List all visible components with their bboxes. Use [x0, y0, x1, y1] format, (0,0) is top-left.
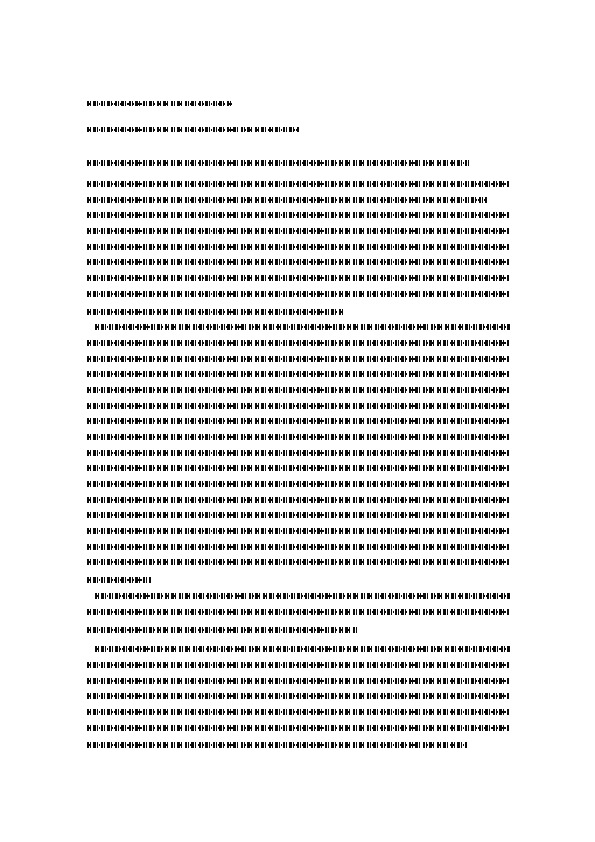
text-line [87, 742, 467, 748]
text-line [87, 497, 510, 503]
text-line [87, 356, 510, 362]
text-line [87, 678, 510, 684]
text-line [87, 434, 510, 440]
text-line [87, 291, 510, 297]
text-line [95, 324, 510, 330]
text-line [87, 181, 510, 187]
text-line [87, 512, 510, 518]
text-line [87, 403, 510, 409]
text-line [87, 627, 357, 633]
text-line [87, 450, 510, 456]
text-line [87, 309, 345, 315]
text-line [87, 371, 510, 377]
text-line [87, 725, 510, 731]
text-line [87, 244, 510, 250]
heading-2 [87, 127, 300, 132]
text-line [87, 387, 510, 393]
text-line [87, 197, 487, 203]
text-line [87, 559, 510, 565]
text-line [87, 418, 510, 424]
text-line [95, 646, 510, 652]
text-line [95, 593, 510, 599]
text-line [87, 481, 510, 487]
text-line [87, 662, 510, 668]
text-line [87, 577, 151, 583]
heading-1 [87, 101, 232, 106]
text-line [87, 609, 510, 615]
text-line [87, 340, 510, 346]
text-line [87, 212, 510, 218]
text-line [87, 465, 510, 471]
text-line [87, 528, 510, 534]
text-line [87, 544, 510, 550]
text-line [87, 709, 510, 715]
text-line [87, 259, 510, 265]
text-line [87, 693, 510, 699]
text-line [87, 160, 469, 166]
text-line [87, 228, 510, 234]
text-line [87, 275, 510, 281]
